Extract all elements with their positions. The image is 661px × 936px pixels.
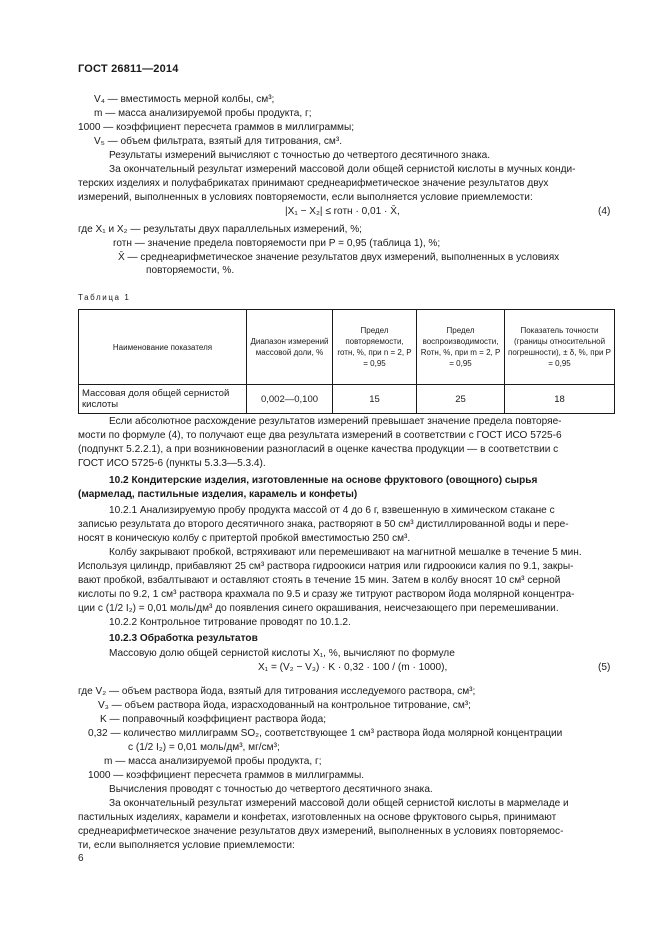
text-line: K — поправочный коэффициент раствора йода; <box>100 714 327 725</box>
text-line: мости по формуле (4), то получают еще два результата измерений в соответствии с ГОСТ ИСО 5725-6 <box>78 430 562 441</box>
text-line: V₅ — объем фильтрата, взятый для титрования, см³. <box>94 136 343 147</box>
text-line: среднеарифметическое значение результатов двух измерений, выполненных в условиях повторяемос- <box>78 826 564 837</box>
text-line: 1000 — коэффициент пересчета граммов в миллиграммы. <box>88 770 365 781</box>
formula-number: (4) <box>598 206 611 217</box>
text-line: ГОСТ ИСО 5725-6 (пункты 5.3.3—5.3.4). <box>78 458 266 469</box>
table-header-row <box>79 310 615 385</box>
column-header: Предел воспроизводимости, Rотн, %, при m = 2, P = 0,95 <box>417 310 505 385</box>
formula-4: |X₁ − X₂| ≤ rотн · 0,01 · X̄, <box>285 206 400 217</box>
table-row <box>79 385 615 414</box>
text-line: За окончательный результат измерений массовой доли общей сернистой кислоты в мармеладе и <box>109 798 569 809</box>
table-cell: 25 <box>417 385 505 414</box>
table-caption: Таблица 1 <box>78 293 131 302</box>
text-line: ции c (1/2 I₂) = 0,01 моль/дм³ до появления синего окрашивания, неисчезающего при перемешивании. <box>78 603 559 614</box>
document-header: ГОСТ 26811—2014 <box>78 63 179 75</box>
text-line: Колбу закрывают пробкой, встряхивают или перемешивают на магнитной мешалке в течение 5 мин. <box>109 547 582 558</box>
text-line: терских изделиях и полуфабрикатах принимают среднеарифметическое значение результатов двух <box>78 178 549 189</box>
text-line: rотн — значение предела повторяемости при P = 0,95 (таблица 1), %; <box>113 238 441 249</box>
formula-5: X₁ = (V₂ − V₃) · K · 0,32 · 100 / (m · 1000), <box>258 662 448 673</box>
text-line: c (1/2 I₂) = 0,01 моль/дм³, мг/см³; <box>128 742 280 753</box>
text-line: 10.2.1 Анализируемую пробу продукта массой от 4 до 6 г, взвешенную в химическом стакане с <box>109 505 555 516</box>
text-line: повторяемости, %. <box>146 265 235 276</box>
text-line: кислоты по 9.2, 1 см³ раствора крахмала по 9.5 и сразу же титруют раствором йода молярной концентра- <box>78 589 575 600</box>
column-header: Наименование показателя <box>79 310 247 385</box>
text-line: m — масса анализируемой пробы продукта, г; <box>104 756 322 767</box>
text-line: Используя цилиндр, прибавляют 25 см³ раствора гидроокиси натрия или гидроокиси калия по 9.1, закры- <box>78 561 574 572</box>
column-header: Диапазон измерений массовой доли, % <box>247 310 333 385</box>
section-heading: (мармелад, пастильные изделия, карамель и конфеты) <box>78 489 358 500</box>
text-line: V₄ — вместимость мерной колбы, см³; <box>94 94 275 105</box>
page-number: 6 <box>78 853 84 864</box>
text-line: m — масса анализируемой пробы продукта, г; <box>94 108 312 119</box>
text-line: Вычисления проводят с точностью до четвертого десятичного знака. <box>109 784 433 795</box>
text-line: За окончательный результат измерений массовой доли общей сернистой кислоты в мучных конди- <box>109 164 576 175</box>
text-line: измерений, выполненных в условиях повторяемости, если выполняется условие приемлемости: <box>78 192 533 203</box>
table-cell: 0,002—0,100 <box>247 385 333 414</box>
column-header: Показатель точности (границы относительной погрешности), ± δ, %, при P = 0,95 <box>505 310 615 385</box>
text-line: где V₂ — объем раствора йода, взятый для титрования исследуемого раствора, см³; <box>78 686 476 697</box>
text-line: записью результата до второго десятичного знака, растворяют в 50 см³ дистиллированной воды и пере- <box>78 519 569 530</box>
table-cell: 18 <box>505 385 615 414</box>
table-1 <box>78 309 615 414</box>
text-line: Если абсолютное расхождение результатов измерений превышает значение предела повторяе- <box>109 416 562 427</box>
text-line: ти, если выполняется условие приемлемости: <box>78 840 295 851</box>
table-cell: 15 <box>333 385 417 414</box>
text-line: где X₁ и X₂ — результаты двух параллельных измерений, %; <box>78 224 362 235</box>
text-line: 10.2.2 Контрольное титрование проводят по 10.1.2. <box>109 617 351 628</box>
column-header: Предел повторяемости, rотн, %, при n = 2, P = 0,95 <box>333 310 417 385</box>
text-line: Массовую долю общей сернистой кислоты X₁, %, вычисляют по формуле <box>109 648 455 659</box>
text-line: X̄ — среднеарифметическое значение результатов двух измерений, выполненных в условиях <box>118 252 560 263</box>
text-line: вают пробкой, взбалтывают и оставляют стоять в течение 15 мин. Затем в колбу вносят 10 см³ серной <box>78 575 561 586</box>
section-heading: 10.2.3 Обработка результатов <box>109 633 258 644</box>
text-line: (подпункт 5.2.2.1), а при возникновении разногласий в оценке качества продукции — в соответствии с <box>78 444 559 455</box>
text-line: пастильных изделиях, карамели и конфетах, изготовленных на основе фруктового сырья, принимают <box>78 812 557 823</box>
text-line: 1000 — коэффициент пересчета граммов в миллиграммы; <box>78 122 355 133</box>
text-line: носят в коническую колбу с притертой пробкой вместимостью 250 см³. <box>78 533 411 544</box>
text-line: Результаты измерений вычисляют с точностью до четвертого десятичного знака. <box>109 150 491 161</box>
section-heading: 10.2 Кондитерские изделия, изготовленные на основе фруктового (овощного) сырья <box>109 475 538 486</box>
table-cell: Массовая доля общей сернистой кислоты <box>79 385 247 414</box>
formula-number: (5) <box>598 662 611 673</box>
text-line: V₃ — объем раствора йода, израсходованный на контрольное титрование, см³; <box>98 700 471 711</box>
text-line: 0,32 — количество миллиграмм SO₂, соответствующее 1 см³ раствора йода молярной концентрации <box>88 728 563 739</box>
